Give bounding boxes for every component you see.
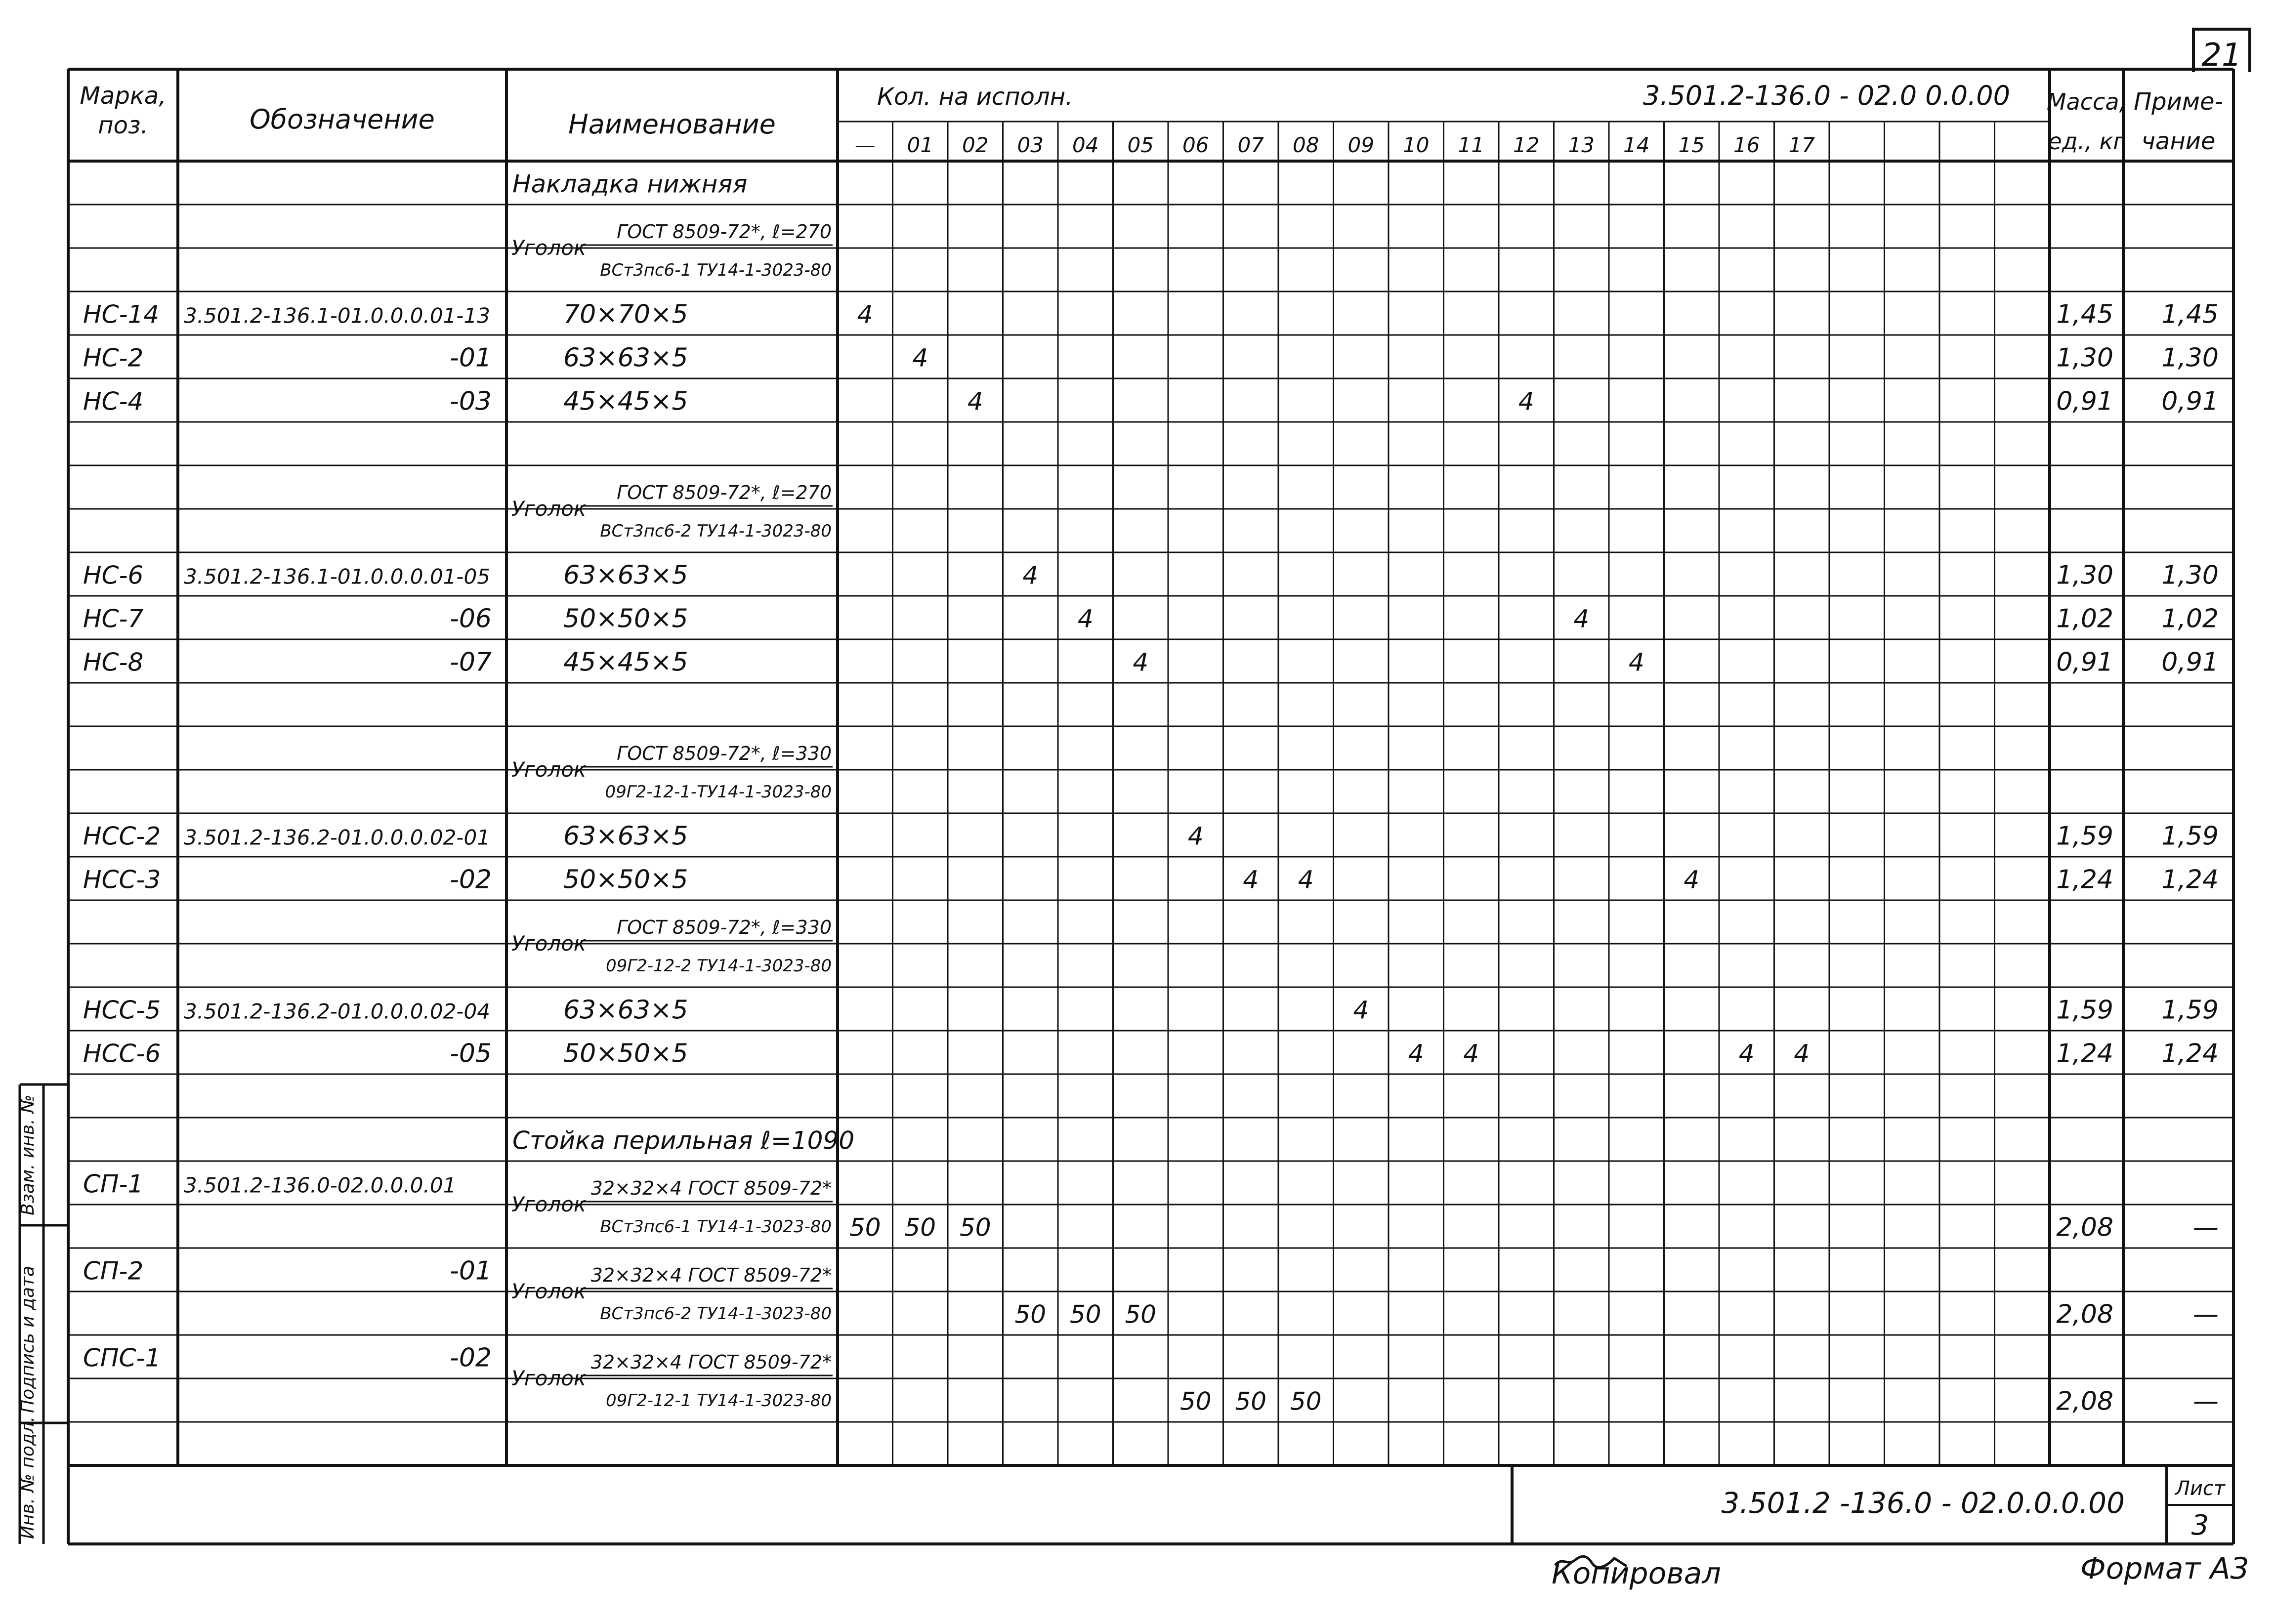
name-block-lead: Уголок (511, 1192, 587, 1216)
mark-cell: НСС-5 (83, 996, 161, 1025)
name-block-material: ВСт3пс6-1 ТУ14-1-3023-80 (600, 260, 832, 280)
quantity-cell: 4 (1463, 1039, 1479, 1068)
designation-cell: -02 (450, 865, 492, 895)
note-cell: 1,59 (2161, 995, 2219, 1025)
note-cell: 0,91 (2161, 647, 2219, 677)
quantity-cell: 4 (1518, 387, 1534, 416)
name-block-standard: ГОСТ 8509-72*, ℓ=330 (617, 916, 832, 938)
name-block-standard: 32×32×4 ГОСТ 8509-72* (590, 1177, 832, 1199)
header-note: чание (2141, 127, 2216, 155)
designation-cell: 3.501.2-136.2-01.0.0.0.02-01 (184, 825, 490, 850)
quantity-cell: 4 (1077, 604, 1094, 633)
name-cell: 63×63×5 (563, 995, 688, 1025)
mass-cell: 2,08 (2056, 1299, 2113, 1330)
side-stamp-label: Подпись и дата (18, 1265, 38, 1413)
mark-cell: НС-4 (83, 387, 144, 416)
name-block-material: 09Г2-12-1-ТУ14-1-3023-80 (605, 782, 832, 802)
mass-cell: 1,59 (2056, 995, 2113, 1025)
name-cell: 50×50×5 (563, 1039, 688, 1069)
note-cell: 1,02 (2161, 604, 2219, 634)
copied-by-label: Копировал (1552, 1556, 1721, 1591)
note-cell: 0,91 (2161, 386, 2219, 416)
mark-cell: НС-8 (83, 648, 144, 677)
name-block-material: ВСт3пс6-2 ТУ14-1-3023-80 (600, 521, 832, 541)
name-block-standard: 32×32×4 ГОСТ 8509-72* (590, 1264, 832, 1286)
mark-cell: СП-2 (83, 1256, 144, 1286)
mass-cell: 1,24 (2056, 865, 2113, 895)
name-block-standard: ГОСТ 8509-72*, ℓ=330 (617, 743, 832, 764)
mark-cell: НС-7 (83, 604, 144, 633)
mark-cell: НСС-2 (83, 822, 161, 851)
variant-header: 02 (962, 133, 989, 157)
variant-header: 03 (1017, 133, 1044, 157)
format-label: Формат А3 (2080, 1551, 2249, 1586)
name-block-lead: Уголок (511, 497, 587, 521)
mass-cell: 1,45 (2056, 299, 2113, 330)
designation-cell: -06 (450, 604, 492, 634)
variant-header: 13 (1568, 133, 1595, 157)
quantity-cell: 50 (1069, 1300, 1101, 1329)
name-block-material: 09Г2-12-1 ТУ14-1-3023-80 (605, 1391, 832, 1411)
name-cell: 70×70×5 (563, 299, 688, 330)
quantity-cell: 50 (1014, 1300, 1047, 1329)
mark-cell: НС-6 (83, 561, 144, 590)
sheet-label: Лист (2175, 1477, 2226, 1500)
name-cell: 63×63×5 (563, 821, 688, 851)
name-cell: 45×45×5 (563, 386, 688, 416)
designation-cell: 3.501.2-136.1-01.0.0.0.01-05 (184, 564, 490, 589)
copier-signature (1553, 1551, 1632, 1571)
name-cell: 63×63×5 (563, 343, 688, 373)
quantity-cell: 4 (1408, 1039, 1424, 1068)
quantity-cell: 4 (1573, 604, 1590, 633)
quantity-cell: 4 (1738, 1039, 1755, 1068)
variant-header: 09 (1348, 133, 1374, 157)
header-designation: Обозначение (250, 104, 435, 135)
name-block-lead: Уголок (511, 236, 587, 260)
designation-cell: -05 (450, 1039, 492, 1069)
name-block-material: 09Г2-12-2 ТУ14-1-3023-80 (605, 956, 832, 976)
name-block-material: ВСт3пс6-2 ТУ14-1-3023-80 (600, 1304, 832, 1324)
side-stamp-label: Инв. № подл. (18, 1416, 38, 1539)
name-block-lead: Уголок (511, 1279, 587, 1303)
name-block-standard: 32×32×4 ГОСТ 8509-72* (590, 1351, 832, 1373)
quantity-cell: 4 (1022, 561, 1039, 590)
header-doc-code: 3.501.2-136.0 - 02.0 0.0.00 (1642, 80, 2010, 111)
quantity-cell: 4 (1794, 1039, 1810, 1068)
variant-header: 05 (1127, 133, 1154, 157)
mass-cell: 0,91 (2056, 386, 2113, 416)
quantity-cell: 4 (1133, 648, 1149, 677)
quantity-cell: 50 (1235, 1387, 1267, 1416)
variant-header: 17 (1788, 133, 1815, 157)
variant-header: 11 (1458, 133, 1484, 157)
mass-cell: 1,24 (2056, 1039, 2113, 1069)
header-qty-per-variant: Кол. на исполн. (877, 83, 1073, 111)
header-mass: ед., кг (2048, 128, 2125, 155)
quantity-cell: 4 (1628, 648, 1644, 677)
mass-cell: 1,59 (2056, 821, 2113, 851)
mass-cell: 2,08 (2056, 1386, 2113, 1416)
quantity-cell: 50 (1179, 1387, 1212, 1416)
variant-header: 04 (1072, 133, 1099, 157)
name-block-standard: ГОСТ 8509-72*, ℓ=270 (617, 221, 832, 243)
mass-cell: 1,02 (2056, 604, 2113, 634)
variant-header: 08 (1293, 133, 1319, 157)
quantity-cell: 4 (912, 343, 928, 373)
designation-cell: -01 (450, 1256, 492, 1286)
variant-header: 16 (1733, 133, 1760, 157)
mass-cell: 2,08 (2056, 1212, 2113, 1243)
variant-header: 15 (1678, 133, 1705, 157)
designation-cell: 3.501.2-136.1-01.0.0.0.01-13 (184, 303, 490, 328)
sheet-number: 3 (2191, 1509, 2209, 1541)
variant-header: 01 (907, 133, 933, 157)
note-cell: 1,24 (2161, 865, 2219, 895)
quantity-cell: 4 (1187, 822, 1204, 851)
quantity-cell: 4 (1353, 996, 1369, 1025)
header-mass: Масса, (2046, 88, 2127, 115)
quantity-cell: 4 (1243, 865, 1259, 894)
quantity-cell: 50 (1290, 1387, 1322, 1416)
quantity-cell: 4 (967, 387, 983, 416)
page-number: 21 (2192, 28, 2251, 72)
header-name: Наименование (568, 109, 776, 140)
designation-cell: 3.501.2-136.2-01.0.0.0.02-04 (184, 999, 490, 1024)
mark-cell: СП-1 (83, 1169, 144, 1199)
name-block-lead: Уголок (511, 931, 587, 956)
side-stamp-label: Взам. инв. № (18, 1094, 38, 1215)
note-cell: — (2193, 1386, 2219, 1416)
header-marka: поз. (98, 112, 148, 139)
name-block-material: ВСт3пс6-1 ТУ14-1-3023-80 (600, 1217, 832, 1237)
mass-cell: 1,30 (2056, 343, 2113, 373)
name-block-lead: Уголок (511, 757, 587, 782)
note-cell: — (2193, 1212, 2219, 1243)
name-cell: 45×45×5 (563, 647, 688, 677)
note-cell: 1,45 (2161, 299, 2219, 330)
variant-header: 06 (1182, 133, 1209, 157)
mass-cell: 0,91 (2056, 647, 2113, 677)
name-block-lead: Уголок (511, 1366, 587, 1390)
mass-cell: 1,30 (2056, 560, 2113, 590)
note-cell: 1,30 (2161, 343, 2219, 373)
name-cell: 50×50×5 (563, 604, 688, 634)
name-cell: 50×50×5 (563, 865, 688, 895)
note-cell: 1,24 (2161, 1039, 2219, 1069)
variant-header: 10 (1403, 133, 1430, 157)
quantity-cell: 50 (959, 1213, 991, 1242)
title-block-code: 3.501.2 -136.0 - 02.0.0.0.00 (1721, 1486, 2125, 1520)
mark-cell: НС-2 (83, 343, 144, 373)
quantity-cell: 50 (849, 1213, 881, 1242)
note-cell: — (2193, 1299, 2219, 1330)
designation-cell: -01 (450, 343, 492, 373)
note-cell: 1,30 (2161, 560, 2219, 590)
quantity-cell: 50 (904, 1213, 936, 1242)
name-block-standard: ГОСТ 8509-72*, ℓ=270 (617, 482, 832, 503)
name-cell: 63×63×5 (563, 560, 688, 590)
designation-cell: -03 (450, 386, 492, 416)
name-cell: Стойка перильная ℓ=1090 (512, 1126, 855, 1155)
name-cell: Накладка нижняя (512, 169, 748, 199)
variant-header: 12 (1513, 133, 1540, 157)
variant-header: 14 (1623, 133, 1650, 157)
mark-cell: НСС-6 (83, 1039, 161, 1068)
quantity-cell: 4 (1684, 865, 1700, 894)
quantity-cell: 50 (1125, 1300, 1157, 1329)
variant-header: 07 (1237, 133, 1264, 157)
designation-cell: -02 (450, 1343, 492, 1373)
quantity-cell: 4 (1298, 865, 1314, 894)
header-marka: Марка, (80, 82, 167, 110)
variant-header: — (854, 133, 876, 157)
designation-cell: 3.501.2-136.0-02.0.0.0.01 (184, 1173, 457, 1198)
designation-cell: -07 (450, 647, 492, 677)
header-note: Приме- (2134, 88, 2223, 116)
table-contents (18, 80, 2226, 1541)
quantity-cell: 4 (857, 300, 873, 329)
mark-cell: НСС-3 (83, 865, 161, 894)
mark-cell: НС-14 (83, 300, 160, 329)
note-cell: 1,59 (2161, 821, 2219, 851)
mark-cell: СПС-1 (83, 1343, 161, 1373)
